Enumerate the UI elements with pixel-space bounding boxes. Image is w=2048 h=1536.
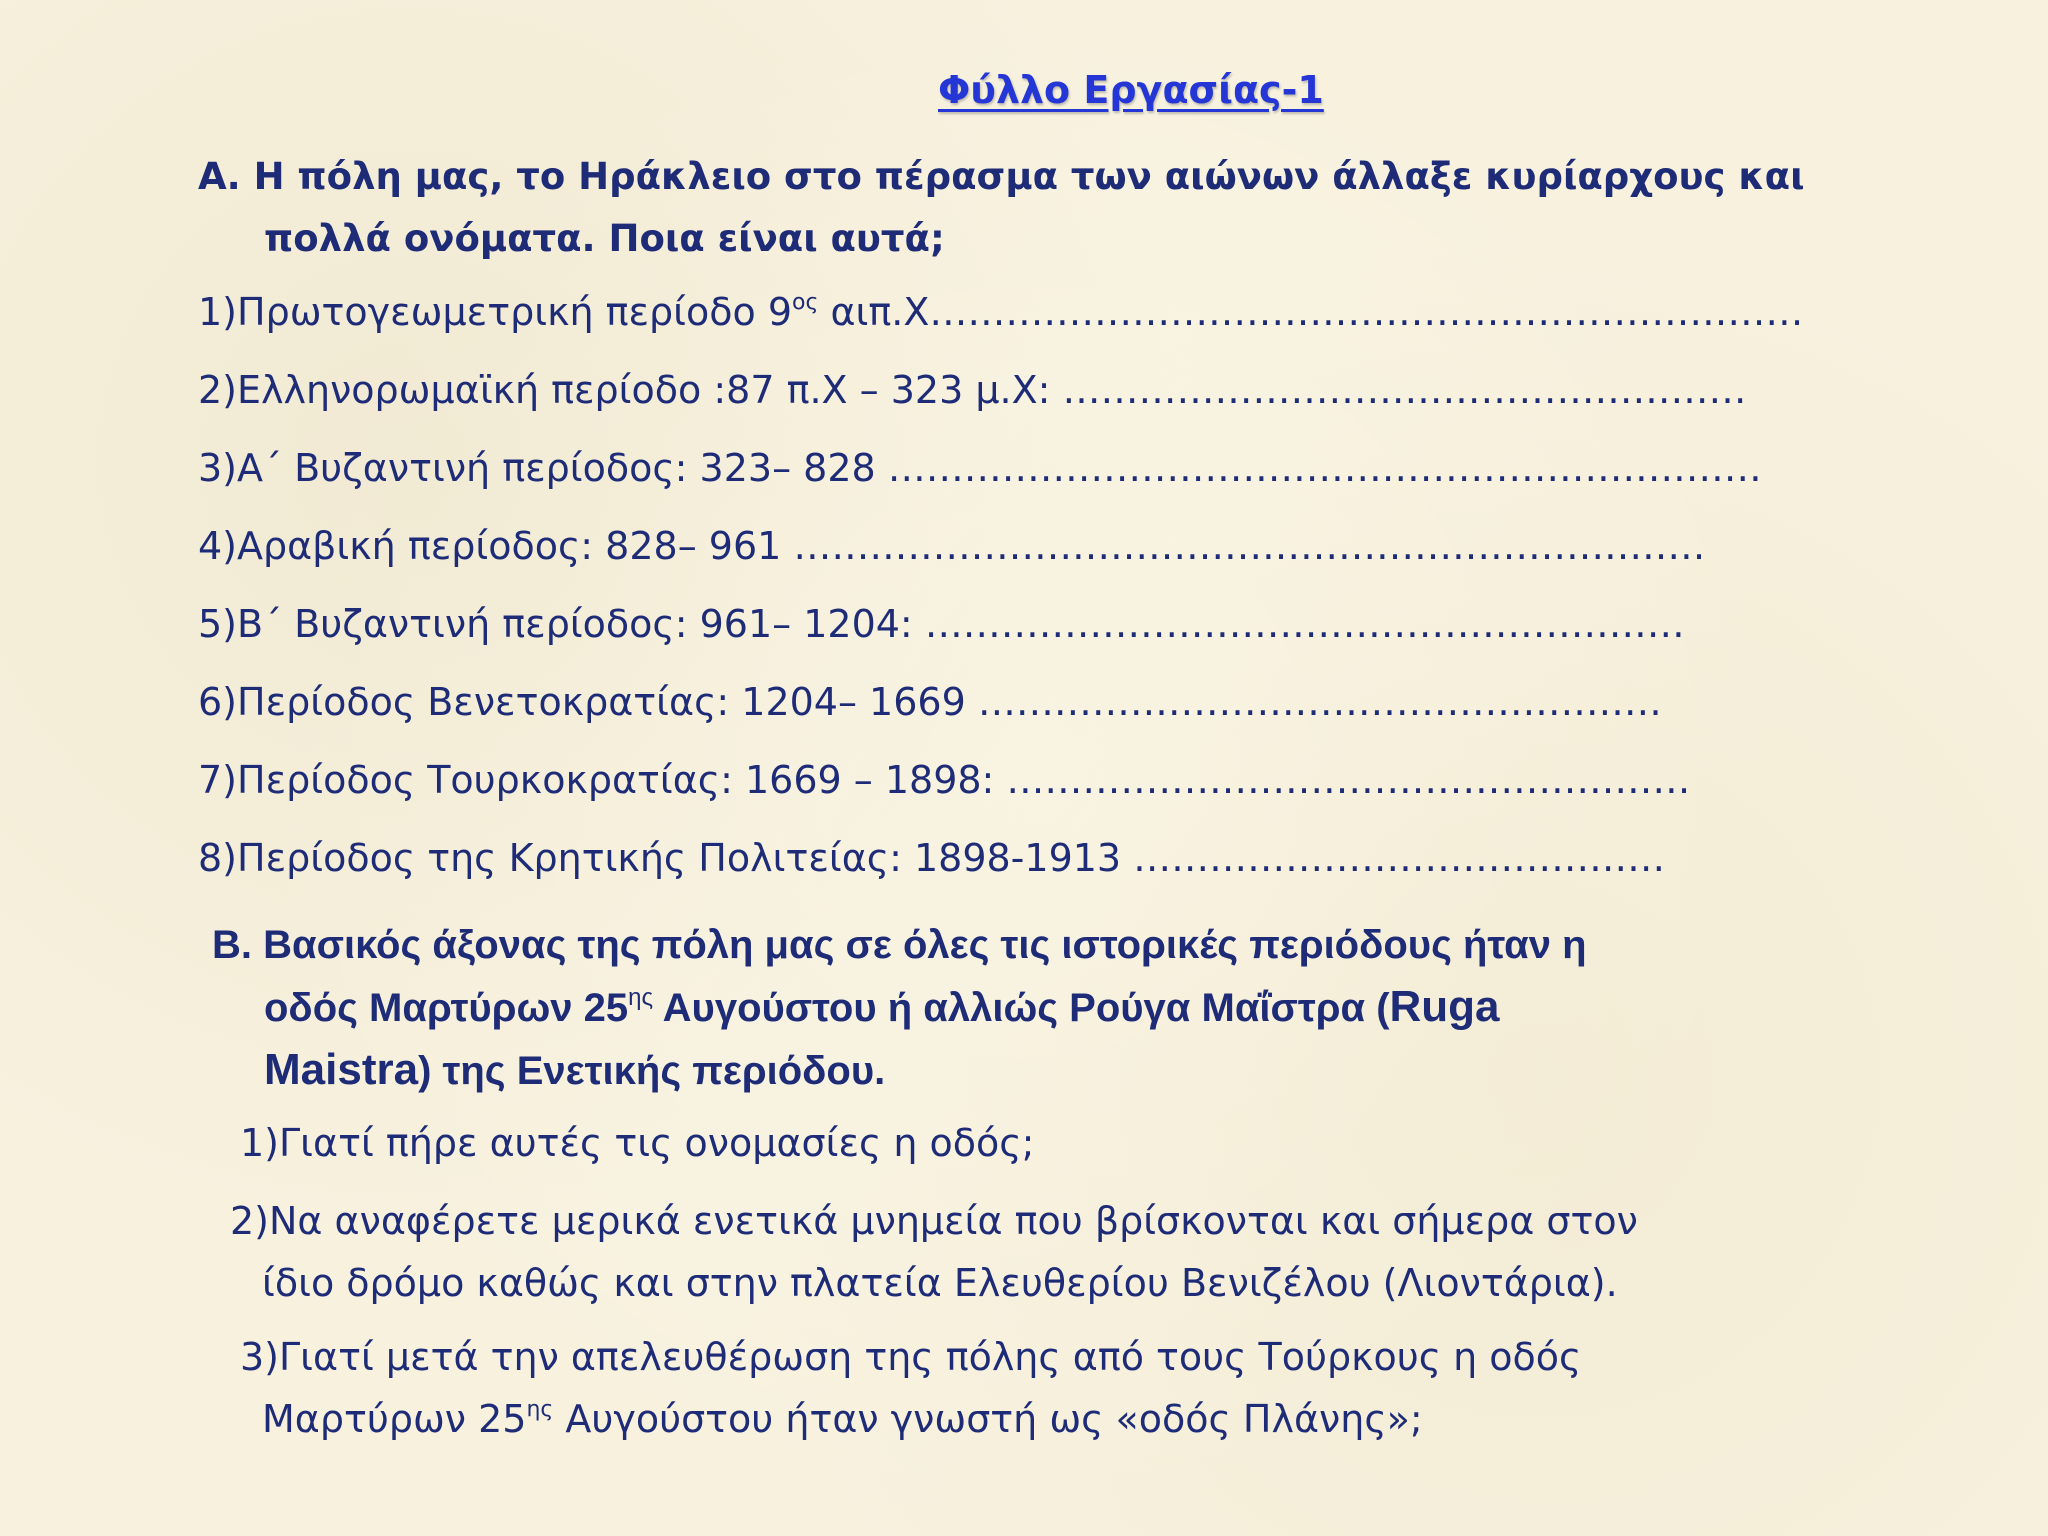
period-item-8: 8)Περίοδος της Κρητικής Πολιτείας: 1898-1913 …………………………………… <box>198 836 1666 880</box>
period-item-3: 3)Α΄ Βυζαντινή περίοδος: 323– 828 …………………………………………………………… <box>198 446 1762 490</box>
sub-question-3: 3)Γιατί μετά την απελευθέρωση της πόλης από τους Τούρκους η οδός Μαρτύρων $25^{\eta\varsigma}$ Αυγούστου ήταν γνωστή ως «οδός Πλάνης»; <box>240 1335 1582 1441</box>
worksheet-title: Φύλλο Εργασίας-1 <box>938 68 1324 112</box>
sub-question-1: 1)Γιατί πήρε αυτές τις ονομασίες η οδός; <box>240 1121 1035 1165</box>
question-b-line2: οδός Μαρτύρων $25^{\eta\varsigma}$ Αυγούστου ή αλλιώς Ρούγα Μαΐστρα (Ruga <box>264 982 1500 1031</box>
question-b-line3: Maistra) της Ενετικής περιόδου. <box>264 1045 886 1094</box>
period-item-7: 7)Περίοδος Τουρκοκρατίας: 1669 – 1898: ……………………………………………… <box>198 758 1691 802</box>
question-a-line2: πολλά ονόματα. Ποια είναι αυτά; <box>264 217 945 260</box>
period-item-6: 6)Περίοδος Βενετοκρατίας: 1204– 1669 ……………………………………………… <box>198 680 1662 724</box>
period-item-1: 1)Πρωτογεωμετρική περίοδο $9^{o\varsigma}$ αιπ.Χ…………………………………………………………… <box>198 290 1804 334</box>
period-item-4: 4)Αραβική περίοδος: 828– 961 ……………………………………………………………… <box>198 524 1706 568</box>
period-item-2: 2)Ελληνορωμαϊκή περίοδο :87 π.Χ – 323 μ.Χ: ……………………………………………… <box>198 368 1747 412</box>
question-a <box>198 146 1898 270</box>
period-item-5: 5)Β΄ Βυζαντινή περίοδος: 961– 1204: …………………………………………………… <box>198 602 1685 646</box>
question-b-line1: Β. Βασικός άξονας της πόλη μας σε όλες τις ιστορικές περιόδους ήταν η <box>212 923 1587 967</box>
question-a-line1: Α. Η πόλη μας, το Ηράκλειο στο πέρασμα των αιώνων άλλαξε κυρίαρχους και <box>198 155 1805 198</box>
question-b <box>212 914 1912 1102</box>
sub-question-2: 2)Να αναφέρετε μερικά ενετικά μνημεία που βρίσκονται και σήμερα στον ίδιο δρόμο καθώς και στην πλατεία Ελευθερίου Βενιζέλου (Λιοντάρια). <box>230 1199 1638 1305</box>
